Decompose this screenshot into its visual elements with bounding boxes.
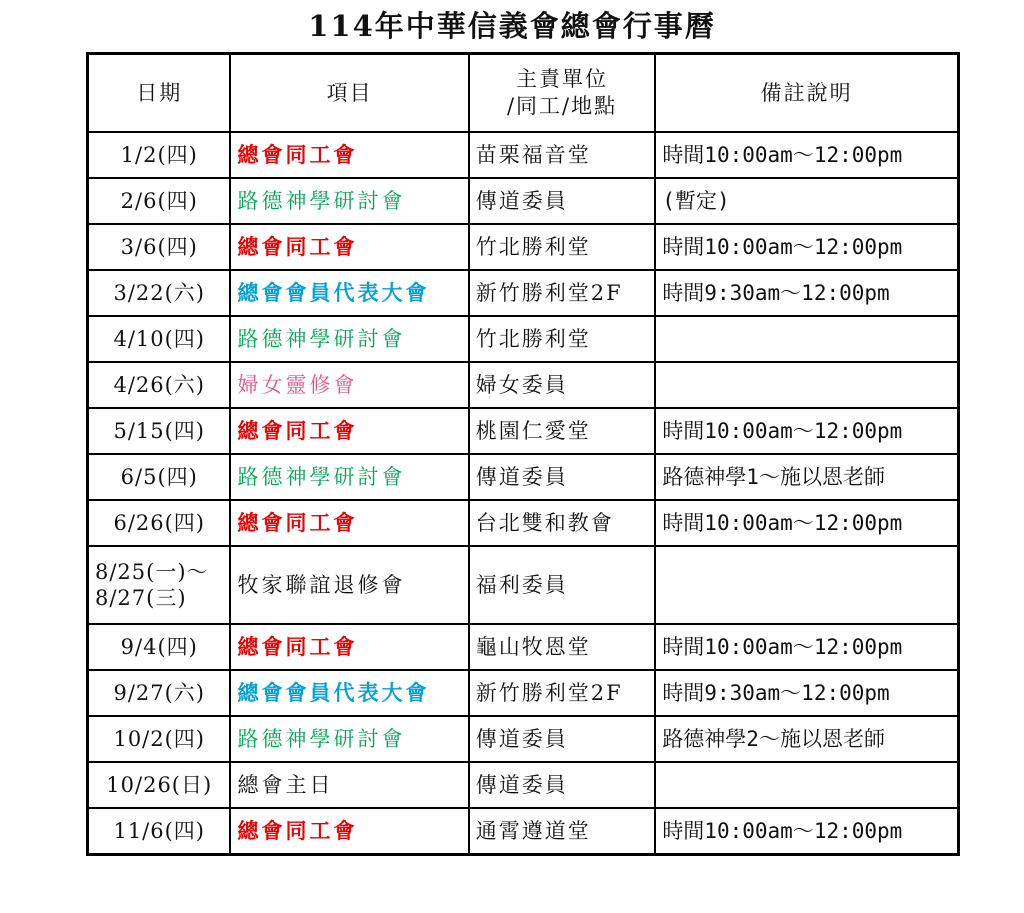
event-note: 路德神學2～施以恩老師 (655, 716, 958, 762)
table-row (88, 546, 959, 624)
header-date: 日期 (88, 54, 231, 133)
event-date: 1/2(四) (88, 132, 231, 178)
event-name: 路德神學研討會 (230, 316, 468, 362)
event-unit: 台北雙和教會 (469, 500, 656, 546)
event-date: 10/2(四) (88, 716, 231, 762)
event-date: 10/26(日) (88, 762, 231, 808)
event-note (655, 762, 958, 808)
table-row (88, 808, 959, 855)
event-note: 時間10:00am～12:00pm (655, 224, 958, 270)
event-date: 6/5(四) (88, 454, 231, 500)
event-unit: 傳道委員 (469, 454, 656, 500)
events-table (86, 52, 960, 856)
event-date-end: 8/27(三) (95, 586, 187, 610)
table-row (88, 408, 959, 454)
header-unit-line2: /同工/地點 (506, 94, 618, 118)
event-name: 總會同工會 (230, 624, 468, 670)
event-unit: 傳道委員 (469, 716, 656, 762)
table-row (88, 316, 959, 362)
event-name: 總會主日 (230, 762, 468, 808)
event-name: 路德神學研討會 (230, 454, 468, 500)
event-name: 路德神學研討會 (230, 716, 468, 762)
table-row (88, 132, 959, 178)
event-unit: 福利委員 (469, 546, 656, 624)
event-note: 時間9:30am～12:00pm (655, 270, 958, 316)
event-date: 2/6(四) (88, 178, 231, 224)
table-row (88, 670, 959, 716)
event-unit: 竹北勝利堂 (469, 224, 656, 270)
page-title: 114年中華信義會總會行事曆 (308, 9, 716, 43)
event-name: 路德神學研討會 (230, 178, 468, 224)
event-unit: 傳道委員 (469, 762, 656, 808)
event-name: 總會同工會 (230, 408, 468, 454)
table-row (88, 224, 959, 270)
event-name: 婦女靈修會 (230, 362, 468, 408)
event-note: 時間10:00am～12:00pm (655, 132, 958, 178)
table-header-row (88, 54, 959, 133)
event-unit: 龜山牧恩堂 (469, 624, 656, 670)
event-note: 時間10:00am～12:00pm (655, 808, 958, 855)
event-note: 時間10:00am～12:00pm (655, 624, 958, 670)
table-row (88, 178, 959, 224)
event-name: 總會同工會 (230, 808, 468, 855)
event-name: 總會會員代表大會 (230, 270, 468, 316)
event-date: 4/10(四) (88, 316, 231, 362)
event-note: 時間10:00am～12:00pm (655, 500, 958, 546)
event-date: 9/4(四) (88, 624, 231, 670)
event-note (655, 362, 958, 408)
table-row (88, 362, 959, 408)
event-date: 6/26(四) (88, 500, 231, 546)
event-unit: 新竹勝利堂2F (469, 670, 656, 716)
header-note: 備註說明 (655, 54, 958, 133)
event-unit: 新竹勝利堂2F (469, 270, 656, 316)
event-date: 11/6(四) (88, 808, 231, 855)
event-date: 3/22(六) (88, 270, 231, 316)
header-unit (469, 54, 656, 133)
event-date: 3/6(四) (88, 224, 231, 270)
event-name: 牧家聯誼退修會 (230, 546, 468, 624)
event-date-range (88, 546, 231, 624)
event-name: 總會同工會 (230, 224, 468, 270)
event-note (655, 546, 958, 624)
event-date: 5/15(四) (88, 408, 231, 454)
event-unit: 通霄遵道堂 (469, 808, 656, 855)
table-row (88, 270, 959, 316)
event-unit: 苗栗福音堂 (469, 132, 656, 178)
header-unit-line1: 主責單位 (516, 67, 609, 91)
event-date: 4/26(六) (88, 362, 231, 408)
event-name: 總會同工會 (230, 132, 468, 178)
event-unit: 傳道委員 (469, 178, 656, 224)
event-note (655, 316, 958, 362)
event-date-start: 8/25(一)～ (95, 560, 209, 584)
event-unit: 桃園仁愛堂 (469, 408, 656, 454)
table-row (88, 762, 959, 808)
event-note: 時間9:30am～12:00pm (655, 670, 958, 716)
event-date: 9/27(六) (88, 670, 231, 716)
table-row (88, 454, 959, 500)
table-row (88, 624, 959, 670)
header-item: 項目 (230, 54, 468, 133)
event-note: 路德神學1～施以恩老師 (655, 454, 958, 500)
event-unit: 竹北勝利堂 (469, 316, 656, 362)
table-row (88, 500, 959, 546)
event-unit: 婦女委員 (469, 362, 656, 408)
event-name: 總會會員代表大會 (230, 670, 468, 716)
event-note: (暫定) (655, 178, 958, 224)
event-name: 總會同工會 (230, 500, 468, 546)
table-row (88, 716, 959, 762)
event-note: 時間10:00am～12:00pm (655, 408, 958, 454)
